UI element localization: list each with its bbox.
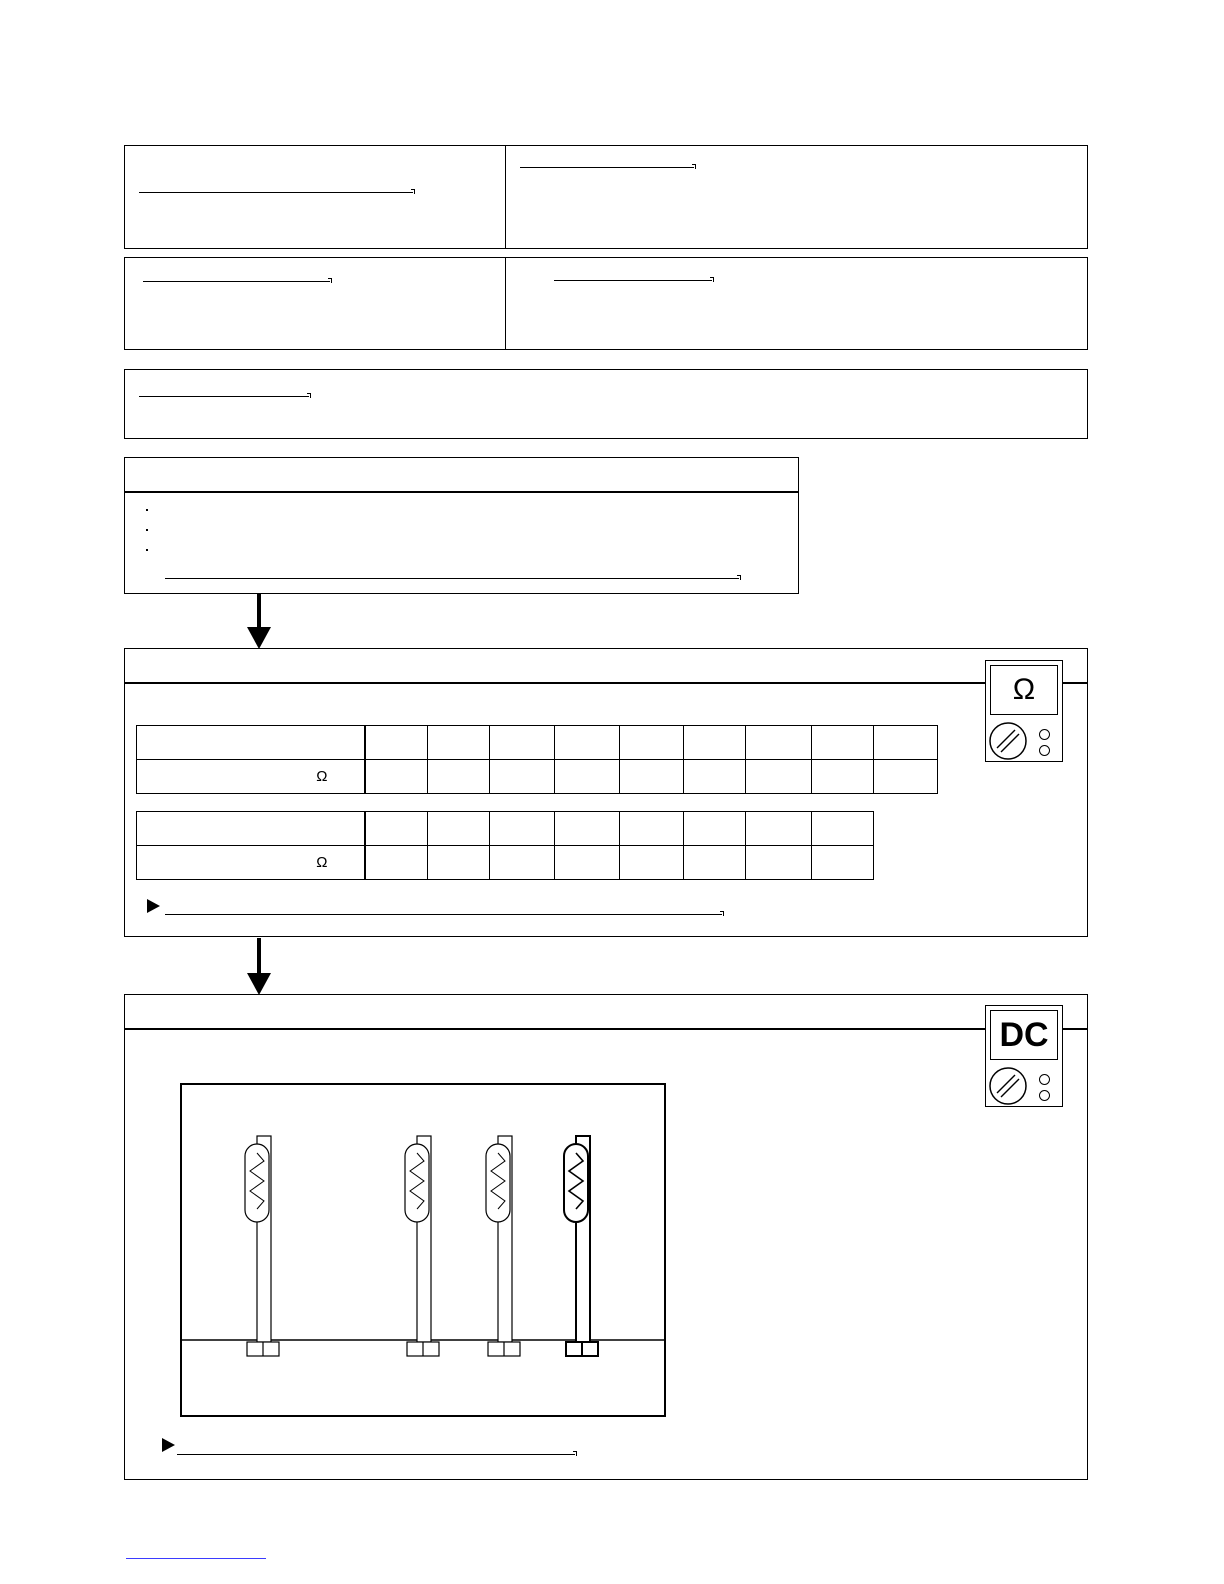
- table-cell: [365, 812, 428, 846]
- table-cell: [683, 846, 745, 880]
- ohmmeter-icon: [985, 660, 1063, 762]
- bullet: [146, 529, 148, 531]
- field-line: [139, 396, 309, 397]
- resistance-table-1: [136, 725, 938, 794]
- table-cell: [745, 760, 811, 794]
- table-row: [137, 846, 874, 880]
- field-line: [165, 578, 739, 579]
- table-cell: [137, 812, 365, 846]
- dc-voltmeter-icon: [985, 1005, 1063, 1107]
- table-cell: [811, 812, 873, 846]
- bullet: [146, 509, 148, 511]
- table-cell: [489, 812, 554, 846]
- flow-arrow-shaft: [257, 938, 261, 974]
- meter-port-icon: [1039, 729, 1050, 740]
- info-box-top-right: [505, 145, 1088, 249]
- table-cell: [873, 760, 937, 794]
- result-line: [165, 914, 722, 915]
- step-header-divider: [125, 682, 1087, 684]
- table-cell: [554, 846, 619, 880]
- step-3-box: [124, 994, 1088, 1480]
- table-cell: [745, 726, 811, 760]
- field-line: [554, 280, 712, 281]
- table-cell: [619, 726, 683, 760]
- bullet: [146, 549, 148, 551]
- footer-link[interactable]: [126, 1558, 266, 1559]
- step-1-box: [124, 457, 799, 594]
- flow-arrow-head: [247, 973, 271, 995]
- info-box-top-left: [124, 145, 507, 249]
- flow-arrow-shaft: [257, 594, 261, 628]
- flow-arrow-head: [247, 627, 271, 649]
- table-cell: [365, 846, 428, 880]
- step-header-divider: [125, 1028, 1087, 1030]
- step-header-divider: [125, 491, 798, 493]
- table-cell: [427, 726, 489, 760]
- meter-port-icon: [1039, 1074, 1050, 1085]
- table-row: [137, 812, 874, 846]
- table-row: [137, 726, 938, 760]
- ohm-unit-label: Ω: [137, 846, 365, 880]
- table-row: [137, 760, 938, 794]
- table-cell: [619, 812, 683, 846]
- table-cell: [619, 760, 683, 794]
- ohm-unit-label: Ω: [137, 760, 365, 794]
- table-cell: [554, 726, 619, 760]
- table-cell: [811, 760, 873, 794]
- table-cell: [619, 846, 683, 880]
- table-cell: [554, 812, 619, 846]
- table-cell: [489, 760, 554, 794]
- table-cell: [745, 846, 811, 880]
- table-cell: [427, 760, 489, 794]
- info-box-mid-left: [124, 257, 507, 350]
- result-line: [177, 1454, 575, 1455]
- field-line: [139, 192, 413, 193]
- meter-display: DC: [990, 1010, 1058, 1060]
- table-cell: [427, 846, 489, 880]
- field-line: [143, 281, 330, 282]
- result-pointer-icon: [147, 899, 160, 913]
- table-cell: [811, 846, 873, 880]
- table-cell: [365, 726, 428, 760]
- table-cell: [137, 726, 365, 760]
- meter-dial-icon: [988, 1066, 1028, 1106]
- step-2-box: [124, 648, 1088, 937]
- meter-port-icon: [1039, 745, 1050, 756]
- table-cell: [427, 812, 489, 846]
- info-box-mid-right: [505, 257, 1088, 350]
- meter-dial-icon: [988, 721, 1028, 761]
- table-cell: [683, 760, 745, 794]
- table-cell: [745, 812, 811, 846]
- table-cell: [873, 726, 937, 760]
- info-box-wide: [124, 369, 1088, 439]
- bulb-diagram: [180, 1083, 668, 1419]
- meter-port-icon: [1039, 1090, 1050, 1101]
- table-cell: [683, 812, 745, 846]
- table-cell: [489, 846, 554, 880]
- table-cell: [683, 726, 745, 760]
- result-pointer-icon: [162, 1438, 175, 1452]
- table-cell: [811, 726, 873, 760]
- table-cell: [489, 726, 554, 760]
- table-cell: [554, 760, 619, 794]
- resistance-table-2: [136, 811, 874, 880]
- table-cell: [365, 760, 428, 794]
- field-line: [520, 167, 694, 168]
- meter-display: Ω: [990, 665, 1058, 715]
